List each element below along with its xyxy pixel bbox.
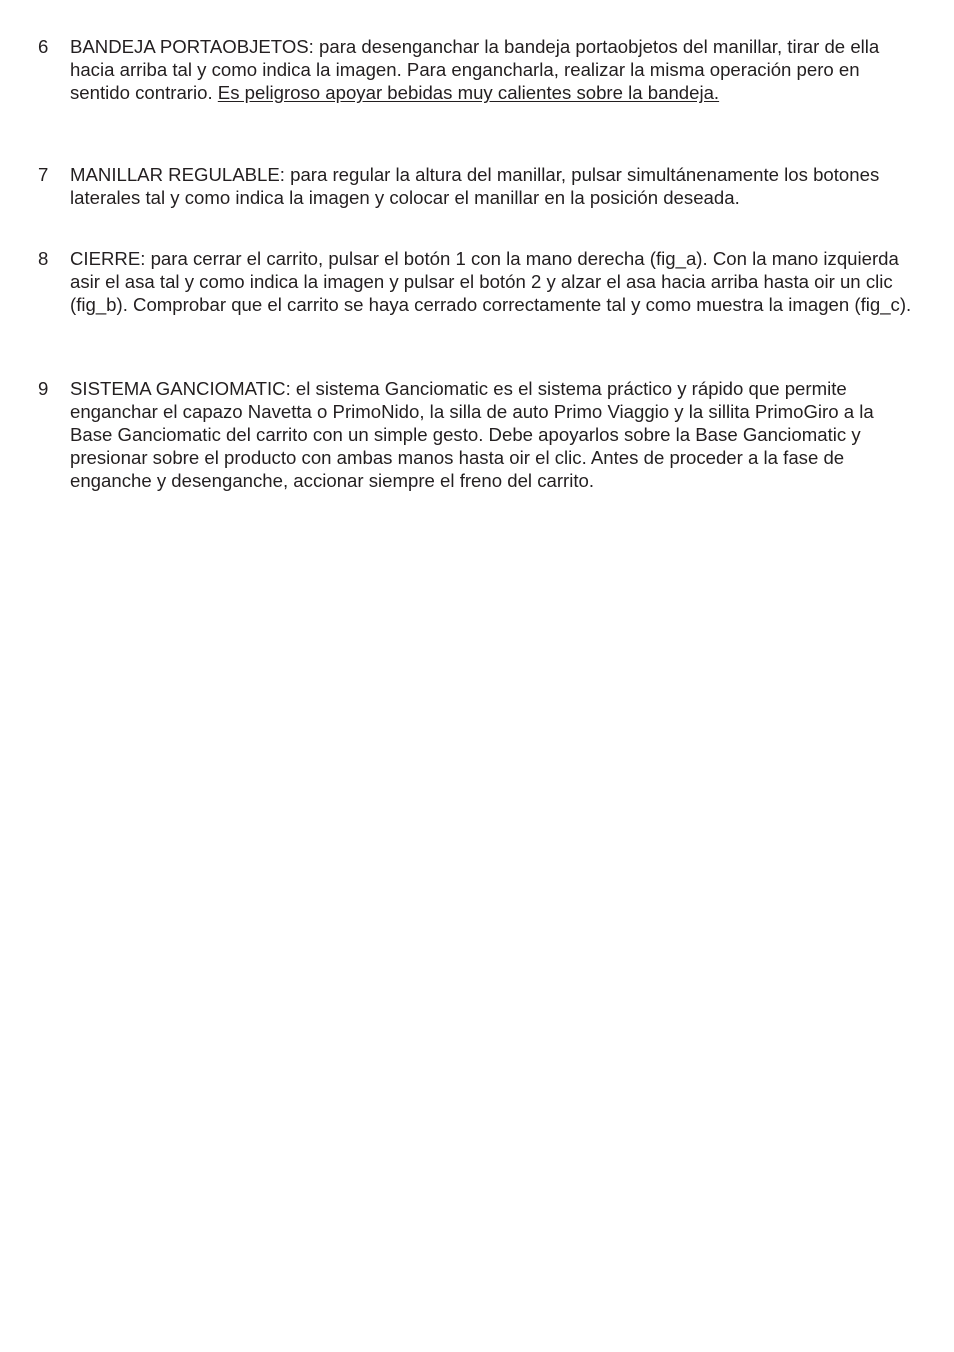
- item-text: MANILLAR REGULABLE: para regular la altura del manillar, pulsar simultánenamente los botones laterales tal y como indica la imagen y colocar el manillar en la posición deseada.: [70, 164, 880, 208]
- instruction-item-closing: [38, 247, 918, 316]
- item-number: 8: [38, 248, 49, 269]
- item-text: [70, 35, 918, 104]
- safety-warning: Es peligroso apoyar bebidas muy calientes sobre la bandeja.: [217, 82, 720, 103]
- item-number: 7: [38, 164, 49, 185]
- item-number: 9: [38, 378, 49, 399]
- instruction-item-handle: [38, 163, 918, 209]
- instruction-item-tray: [38, 35, 918, 104]
- item-text: SISTEMA GANCIOMATIC: el sistema Ganciomatic es el sistema práctico y rápido que permite enganchar el capazo Navetta o PrimoNido, la silla de auto Primo Viaggio y la sillita PrimoGiro a la Base Ganciomatic del carrito con un simple gesto. Debe apoyarlos sobre la Base Ganciomatic y presionar sobre el producto con ambas manos hasta oir el clic. Antes de proceder a la fase de enganche y desenganche, accionar siempre el freno del carrito.: [70, 378, 874, 491]
- item-number: 6: [38, 36, 49, 57]
- item-body: BANDEJA PORTAOBJETOS: para desenganchar la bandeja portaobjetos del manillar, tirar de ella hacia arriba tal y como indica la imagen. Para engancharla, realizar la misma operación pero en sentido contrario.: [70, 36, 880, 103]
- instruction-item-ganciomatic: [38, 377, 918, 492]
- item-text: CIERRE: para cerrar el carrito, pulsar el botón 1 con la mano derecha (fig_a). Con la mano izquierda asir el asa tal y como indica la imagen y pulsar el botón 2 y alzar el asa hacia arriba hasta oir un clic (fig_b). Comprobar que el carrito se haya cerrado correctamente tal y como muestra la imagen (fig_c).: [70, 248, 912, 315]
